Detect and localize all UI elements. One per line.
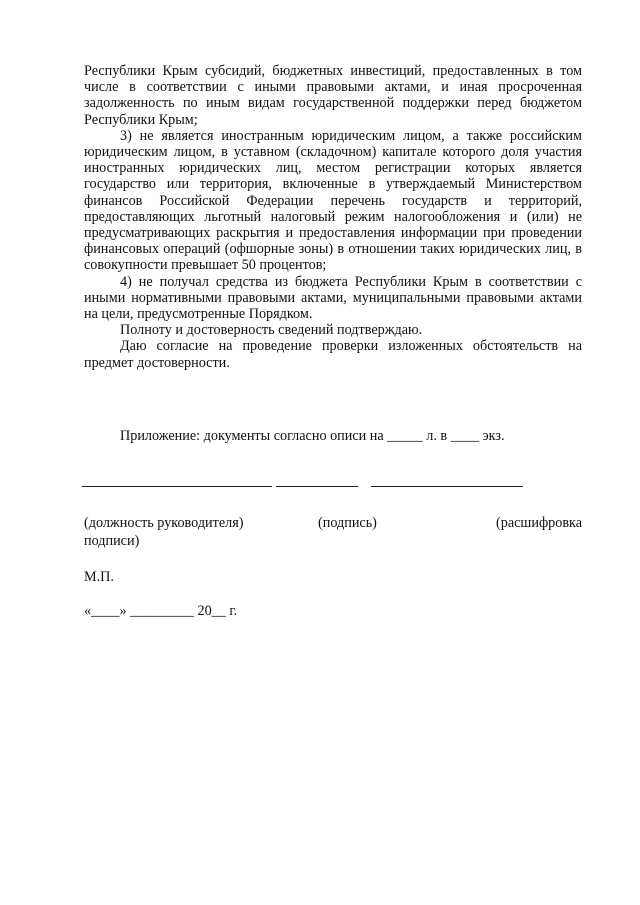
- position-signature-line: [82, 486, 272, 487]
- signature-line: [276, 486, 358, 487]
- date-line: «____» _________ 20__ г.: [84, 603, 238, 619]
- document-body: [84, 63, 582, 371]
- paragraph-item-4: 4) не получал средства из бюджета Республики Крым в соответствии с иными нормативными правовыми актами, муниципальными правовыми актами на цели, предусмотренные Порядком.: [84, 273, 582, 323]
- paragraph-consent: Даю согласие на проведение проверки изложенных обстоятельств на предмет достоверности.: [84, 338, 582, 371]
- appendix-line: Приложение: документы согласно описи на _____ л. в ____ экз.: [120, 428, 505, 444]
- signature-lines: [82, 486, 582, 488]
- signature-labels: [84, 515, 582, 533]
- decode-signature-line: [371, 486, 523, 487]
- stamp-placeholder: М.П.: [84, 569, 114, 585]
- signature-label: (подпись): [318, 515, 377, 531]
- paragraph-subsidies-continuation: Республики Крым субсидий, бюджетных инвестиций, предоставленных в том числе в соответствии с иными правовыми актами, и иная просроченная задолженность по иным видам государственной поддержки перед бюджетом Республики Крым;: [84, 63, 582, 128]
- paragraph-confirmation: Полноту и достоверность сведений подтверждаю.: [120, 322, 423, 339]
- decode-label-continuation: подписи): [84, 533, 140, 549]
- paragraph-item-3: 3) не является иностранным юридическим лицом, а также российским юридическим лицом, в уставном (складочном) капитале которого доля участия иностранных юридических лиц, местом регистрации которых является государство или территория, включенные в утверждаемый Министерством финансов Российской Федерации перечень государств и территорий, предоставляющих льготный налоговый режим налогообложения и (или) не предусматривающих раскрытия и предоставления информации при проведении финансовых операций (офшорные зоны) в отношении таких юридических лиц, в совокупности превышает 50 процентов;: [84, 127, 582, 274]
- position-label: (должность руководителя): [84, 515, 244, 531]
- decode-label: (расшифровка: [496, 515, 582, 531]
